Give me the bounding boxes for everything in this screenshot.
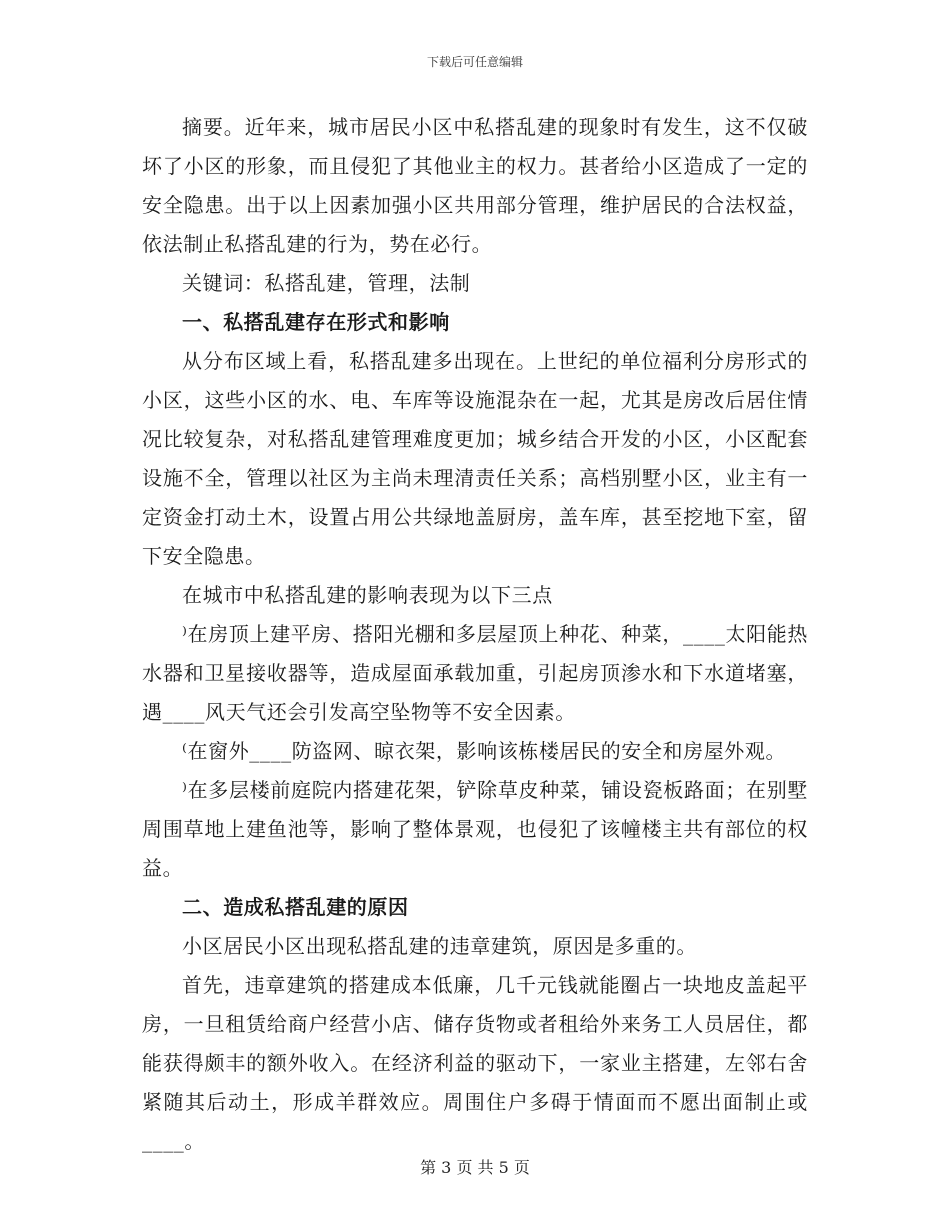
list-item-paragraph: ⁾在多层楼前庭院内搭建花架，铲除草皮种菜，铺设瓷板路面；在别墅周围草地上建鱼池等，影响了整体景观，也侵犯了该幢楼主共有部位的权益。 (142, 778, 808, 880)
page-header: 下载后可任意编辑 (426, 55, 523, 69)
body-paragraph: 小区居民小区出现私搭乱建的违章建筑，原因是多重的。 (182, 934, 697, 958)
abstract-paragraph: 摘要。近年来，城市居民小区中私搭乱建的现象时有发生，这不仅破坏了小区的形象，而且侵犯了其他业主的权力。甚者给小区造成了一定的安全隐患。出于以上因素加强小区共用部分管理，维护居民的合法权益，依法制止私搭乱建的行为，势在必行。 (142, 115, 808, 256)
section-heading-2: 二、造成私搭乱建的原因 (182, 895, 409, 919)
list-item-paragraph: ⁾在房顶上建平房、搭阳光棚和多层屋顶上种花、种菜，____太阳能热水器和卫星接收器等，造成屋面承载加重，引起房顶渗水和下水道堵塞，遇____风天气还会引发高空坠物等不安全因素。 (142, 622, 808, 724)
list-item-paragraph: ⁽在窗外____防盗网、晾衣架，影响该栋楼居民的安全和房屋外观。 (182, 739, 787, 763)
body-paragraph: 从分布区域上看，私搭乱建多出现在。上世纪的单位福利分房形式的小区，这些小区的水、电、车库等设施混杂在一起，尤其是房改后居住情况比较复杂，对私搭乱建管理难度更加；城乡结合开发的小区，小区配套设施不全，管理以社区为主尚未理清责任关系；高档别墅小区，业主有一定资金打动土木，设置占用公共绿地盖厨房，盖车库，甚至挖地下室，留下安全隐患。 (142, 349, 808, 568)
document-body (142, 108, 808, 1161)
keywords-paragraph: 关键词：私搭乱建，管理，法制 (182, 271, 471, 295)
page-footer: 第 3 页 共 5 页 (420, 1158, 530, 1177)
section-heading-1: 一、私搭乱建存在形式和影响 (182, 310, 450, 334)
body-paragraph: 首先，违章建筑的搭建成本低廉，几千元钱就能圈占一块地皮盖起平房，一旦租赁给商户经营小店、储存货物或者租给外来务工人员居住，都能获得颇丰的额外收入。在经济利益的驱动下，一家业主搭建，左邻右舍紧随其后动土，形成羊群效应。周围住户多碍于情面而不愿出面制止或____。 (142, 973, 808, 1153)
body-paragraph: 在城市中私搭乱建的影响表现为以下三点 (182, 583, 553, 607)
